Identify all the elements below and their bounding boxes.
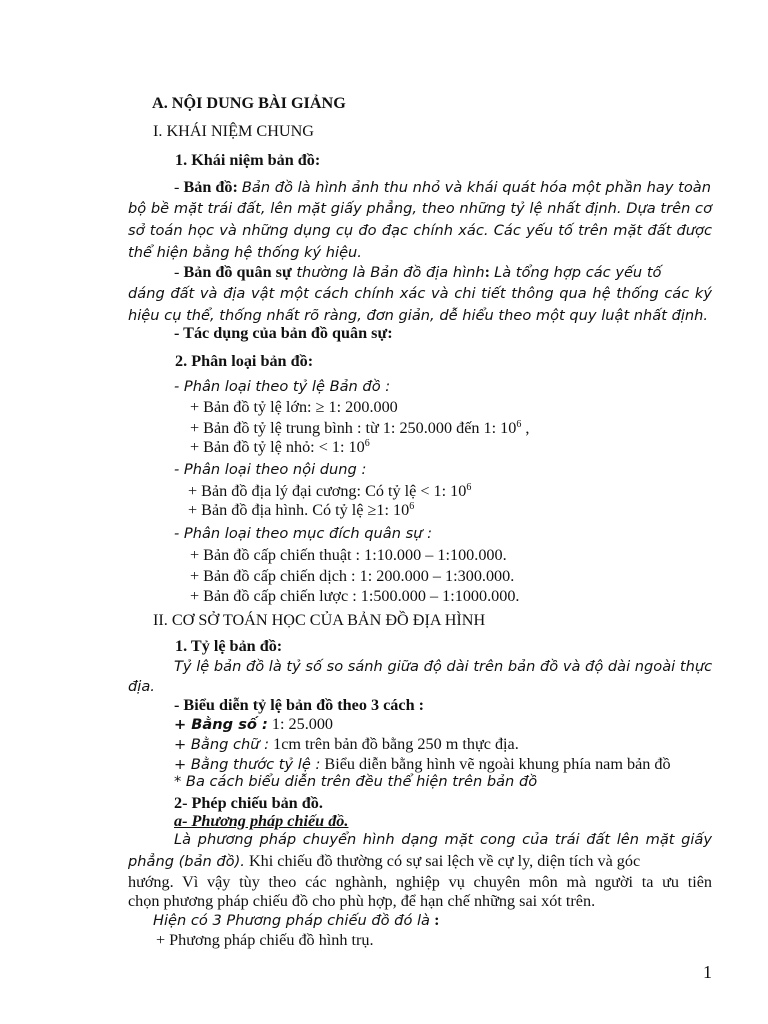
paragraph-line: dáng đất và địa vật một cách chính xác và chi tiết thông qua hệ thống các ký — [128, 285, 712, 302]
classification-content-title: - Phân loại theo nội dung : — [174, 461, 367, 478]
list-item: + Bằng số : 1: 25.000 — [174, 715, 334, 733]
heading-a: A. NỘI DUNG BÀI GIẢNG — [152, 94, 346, 112]
list-item: + Bản đồ cấp chiến lược : 1:500.000 – 1:1000.000. — [190, 587, 520, 605]
classification-scale-title: - Phân loại theo tỷ lệ Bản đồ : — [174, 378, 391, 395]
scale-representation-title: - Biểu diễn tỷ lệ bản đồ theo 3 cách : — [174, 696, 425, 714]
paragraph-line: sở toán học và những dụng cụ đo đạc chính xác. Các yếu tố trên mặt đất được — [128, 222, 712, 239]
paragraph-line: hướng. Vì vậy tùy theo các nghành, nghiệp vụ chuyên môn mà người ta ưu tiên — [128, 873, 712, 891]
subheading-projection-method: a- Phương pháp chiếu đồ. — [174, 812, 349, 830]
list-item: + Bản đồ địa hình. Có tỷ lệ ≥1: $10^6$ — [188, 501, 415, 519]
heading-section-2: II. CƠ SỞ TOÁN HỌC CỦA BẢN ĐỒ ĐỊA HÌNH — [153, 611, 486, 629]
paragraph-projection: Là phương pháp chuyển hình dạng mặt cong của trái đất lên mặt giấy — [174, 831, 712, 848]
list-item: + Bản đồ tỷ lệ lớn: ≥ 1: 200.000 — [190, 398, 398, 416]
paragraph-map-definition: - Bản đồ: Bản đồ là hình ảnh thu nhỏ và khái quát hóa một phần hay toàn — [174, 178, 711, 196]
paragraph-line: Hiện có 3 Phương pháp chiếu đồ đó là : — [153, 911, 440, 929]
paragraph-line: chọn phương pháp chiếu đồ cho phù hợp, để hạn chế những sai xót trên. — [128, 892, 596, 910]
paragraph-line: địa. — [128, 678, 155, 695]
list-item: + Bằng thước tỷ lệ : Biểu diễn bằng hình vẽ ngoài khung phía nam bản đồ — [174, 755, 671, 773]
subheading-map-concept: 1. Khái niệm bản đồ: — [175, 151, 321, 169]
list-item: + Bản đồ tỷ lệ nhỏ: < 1: $10^6$ — [190, 438, 370, 456]
list-item: + Bản đồ tỷ lệ trung bình : từ 1: 250.000 đến 1: $10^6$ , — [190, 419, 530, 437]
subheading-map-scale: 1. Tỷ lệ bản đồ: — [175, 637, 283, 655]
paragraph-line: phẳng (bản đồ). Khi chiếu đồ thường có sự sai lệch về cự ly, diện tích và góc — [128, 852, 641, 870]
list-item: + Bản đồ cấp chiến thuật : 1:10.000 – 1:100.000. — [190, 546, 507, 564]
list-item: + Bản đồ cấp chiến dịch : 1: 200.000 – 1:300.000. — [190, 567, 515, 585]
heading-section-1: I. KHÁI NIỆM CHUNG — [153, 122, 314, 140]
list-item: + Bản đồ địa lý đại cương: Có tỷ lệ < 1: $10^6$ — [188, 482, 472, 500]
paragraph-line: bộ bề mặt trái đất, lên mặt giấy phẳng, theo những tỷ lệ nhất định. Dựa trên cơ — [128, 200, 712, 217]
list-item: + Bằng chữ : 1cm trên bản đồ bằng 250 m thực địa. — [174, 735, 519, 753]
subheading-map-projection: 2- Phép chiếu bản đồ. — [174, 794, 323, 812]
scale-note: * Ba cách biểu diễn trên đều thể hiện trên bản đồ — [174, 773, 538, 790]
paragraph-scale-definition: Tỷ lệ bản đồ là tỷ số so sánh giữa độ dài trên bản đồ và độ dài ngoài thực — [174, 658, 713, 675]
list-item: + Phương pháp chiếu đồ hình trụ. — [156, 931, 374, 949]
page-number: 1 — [703, 962, 712, 982]
subheading-map-classification: 2. Phân loại bản đồ: — [175, 352, 314, 370]
paragraph-military-map: - Bản đồ quân sự thường là Bản đồ địa hình: Là tổng hợp các yếu tố — [174, 263, 662, 281]
paragraph-line: hiệu cụ thể, thống nhất rõ ràng, đơn giản, dễ hiểu theo một quy luật nhất định. — [128, 307, 709, 324]
classification-military-title: - Phân loại theo mục đích quân sự : — [174, 525, 433, 542]
paragraph-military-map-use: - Tác dụng của bản đồ quân sự: — [174, 324, 393, 342]
paragraph-line: thể hiện bằng hệ thống ký hiệu. — [128, 244, 362, 261]
